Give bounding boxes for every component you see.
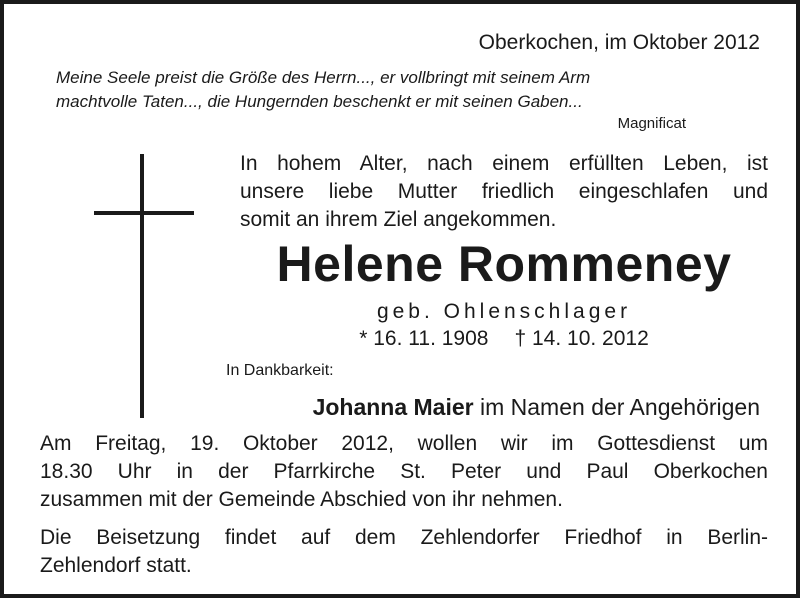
place-date: Oberkochen, im Oktober 2012 [478, 31, 760, 54]
intro-text [240, 150, 768, 234]
birth-date: * 16. 11. 1908 [359, 327, 489, 350]
psalm-line-2: machtvolle Taten..., die Hungernden beschenkt er mit seinen Gaben... [56, 92, 583, 111]
birth-name: geb. Ohlenschlager [376, 300, 632, 323]
life-dates [204, 327, 800, 351]
psalm-source: Magnificat [617, 115, 686, 132]
deceased-name: Helene Rommeney [276, 236, 732, 292]
intro-line-3: somit an ihrem Ziel angekommen. [240, 208, 557, 231]
service-line-1: Am Freitag, 19. Oktober 2012, wollen wir im Gottesdienst um [40, 432, 768, 455]
psalm-quote [56, 66, 590, 114]
signer-line [313, 394, 760, 421]
cross-horizontal-bar [94, 211, 194, 215]
service-line-3: zusammen mit der Gemeinde Abschied von ihr nehmen. [40, 488, 563, 511]
intro-line-2: unsere liebe Mutter friedlich eingeschlafen und [240, 180, 768, 203]
thanks-label: In Dankbarkeit: [226, 362, 334, 379]
death-date: † 14. 10. 2012 [514, 327, 649, 350]
cross-vertical-bar [140, 154, 144, 418]
psalm-line-1: Meine Seele preist die Größe des Herrn..., er vollbringt mit seinem Arm [56, 68, 591, 87]
signer-name: Johanna Maier [312, 394, 474, 420]
birth-name-block [204, 300, 800, 324]
service-info [40, 430, 768, 580]
deceased-name-block [204, 235, 800, 293]
burial-line-2: Zehlendorf statt. [40, 554, 192, 577]
signer-suffix: im Namen der Angehörigen [480, 394, 760, 420]
burial-line-1: Die Beisetzung findet auf dem Zehlendorfer Friedhof in Berlin- [40, 526, 768, 549]
service-line-2: 18.30 Uhr in der Pfarrkirche St. Peter und Paul Oberkochen [40, 460, 768, 483]
intro-line-1: In hohem Alter, nach einem erfüllten Leben, ist [240, 152, 768, 175]
